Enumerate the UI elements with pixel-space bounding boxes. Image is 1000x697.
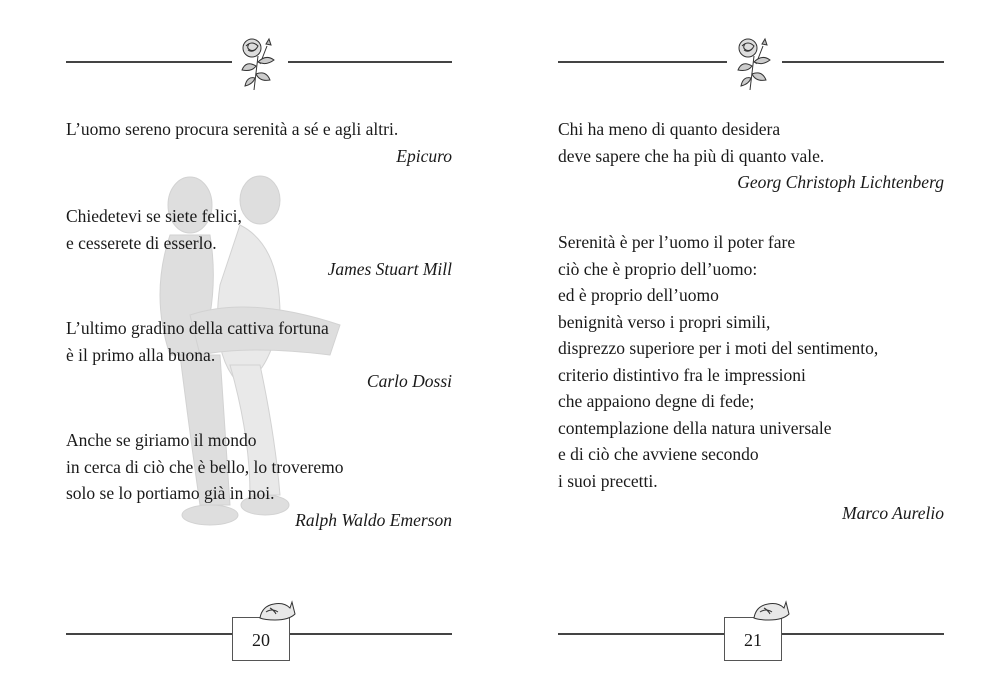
quote-line: deve sapere che ha più di quanto vale. <box>558 145 825 166</box>
quote-line: e cesserete di esserlo. <box>66 232 217 253</box>
header-rule-left <box>66 61 232 63</box>
quote-line: Chiedetevi se siete felici, <box>66 206 242 226</box>
quote-line: ed è proprio dell’uomo <box>558 285 719 305</box>
quote-block-1 <box>66 116 452 169</box>
quote-line: ciò che è proprio dell’uomo: <box>558 258 758 279</box>
quote-block-2 <box>558 229 944 527</box>
quote-line: L’ultimo gradino della cattiva fortuna <box>66 318 329 338</box>
header-rule-left <box>558 61 727 63</box>
quote-line: è il primo alla buona. <box>66 344 216 365</box>
quote-line: Chi ha meno di quanto desidera <box>558 119 781 139</box>
page-number: 20 <box>232 617 290 661</box>
quote-line: solo se lo portiamo già in noi. <box>66 483 275 503</box>
quote-block-4 <box>66 427 452 533</box>
quote-block-2 <box>66 203 452 283</box>
footer-rule-left <box>66 633 232 635</box>
footer-rule-left <box>558 633 724 635</box>
quote-line: benignità verso i propri simili, <box>558 311 771 332</box>
hand-holding-card-icon <box>256 598 296 624</box>
footer-rule-right <box>290 633 452 635</box>
quote-line: in cerca di ciò che è bello, lo troveremo <box>66 456 344 477</box>
quote-author: Georg Christoph Lichtenberg <box>737 172 944 192</box>
quote-line: e di ciò che avviene secondo <box>558 444 759 464</box>
header-rule-right <box>782 61 944 63</box>
quote-author: Epicuro <box>396 145 452 166</box>
quote-author: Ralph Waldo Emerson <box>295 509 452 530</box>
rose-icon <box>732 36 780 92</box>
quote-line: L’uomo sereno procura serenità a sé e agli altri. <box>66 119 399 139</box>
quote-line: contemplazione della natura universale <box>558 417 832 438</box>
quote-block-1 <box>558 116 944 196</box>
quote-author: Carlo Dossi <box>366 371 452 391</box>
footer-rule-right <box>782 633 944 635</box>
quote-line: Anche se giriamo il mondo <box>66 430 257 450</box>
header-rule-right <box>288 61 452 63</box>
page-number: 21 <box>724 617 782 661</box>
quote-author: James Stuart Mill <box>327 259 452 279</box>
right-page <box>500 0 1000 697</box>
quote-line: Serenità è per l’uomo il poter fare <box>558 232 796 252</box>
quote-line: i suoi precetti. <box>558 470 658 491</box>
quote-line: che appaiono degne di fede; <box>558 391 755 411</box>
quote-line: disprezzo superiore per i moti del sentimento, <box>558 338 879 358</box>
quote-author: Marco Aurelio <box>842 503 944 523</box>
quote-block-3 <box>66 315 452 395</box>
quote-line: criterio distintivo fra le impressioni <box>558 364 806 385</box>
hand-holding-card-icon <box>750 598 790 624</box>
rose-icon <box>236 36 284 92</box>
